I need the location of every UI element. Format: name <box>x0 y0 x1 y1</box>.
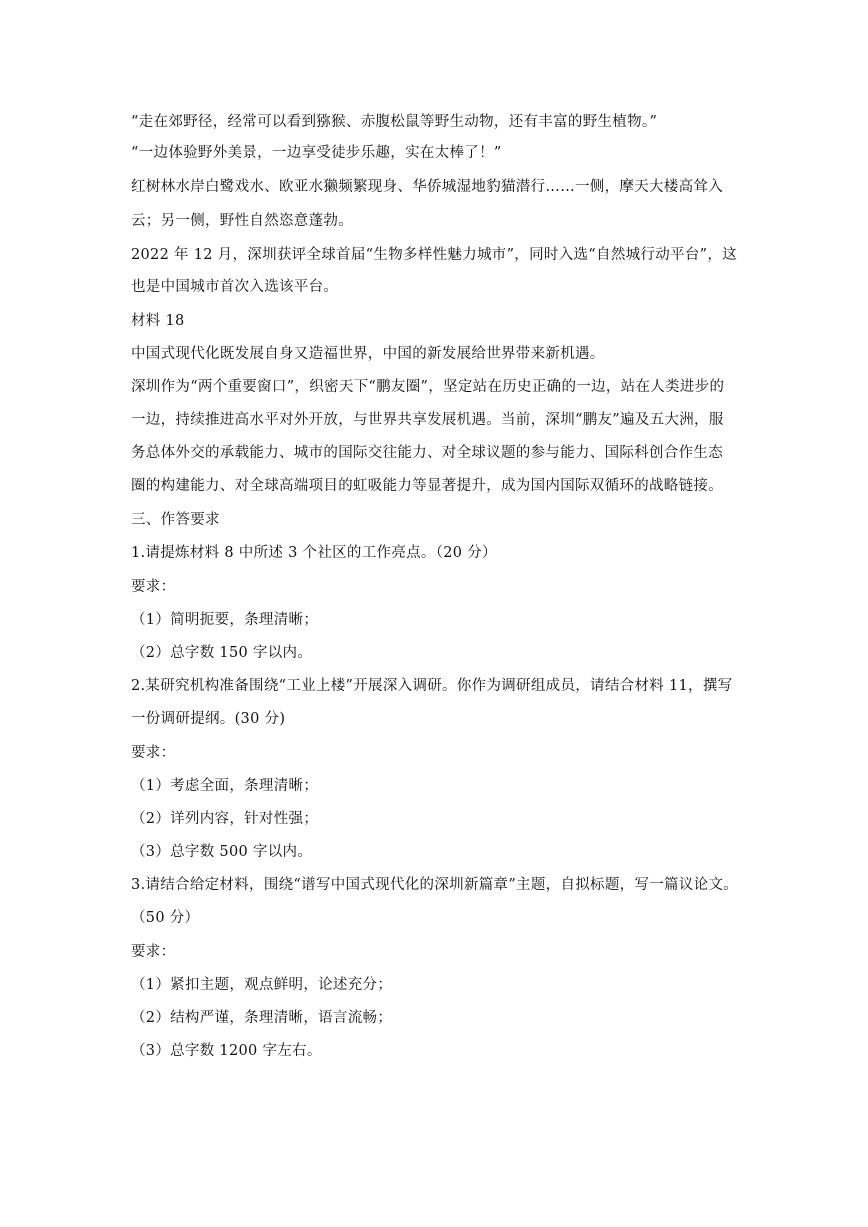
requirement-item: （1）简明扼要，条理清晰； <box>131 612 319 628</box>
question-3: 3.请结合给定材料，围绕“谱写中国式现代化的深圳新篇章”主题，自拟标题，写一篇议论文。 <box>131 877 739 893</box>
requirement-item: （2）总字数 150 字以内。 <box>131 645 313 661</box>
paragraph-line: 一边，持续推进高水平对外开放，与世界共享发展机遇。当前，深圳“鹏友”遍及五大洲，服 <box>131 412 724 428</box>
requirement-label: 要求： <box>131 745 176 761</box>
requirement-item: （1）紧扣主题，观点鲜明，论述充分； <box>131 977 393 993</box>
quote-line-2: “一边体验野外美景，一边享受徒步乐趣，实在太棒了！” <box>131 145 502 161</box>
requirement-label: 要求： <box>131 944 176 960</box>
requirement-label: 要求： <box>131 579 176 595</box>
requirement-item: （3）总字数 500 字以内。 <box>131 844 313 860</box>
paragraph-line: 云；另一侧，野性自然恣意蓬勃。 <box>131 213 353 229</box>
requirement-item: （2）详列内容，针对性强； <box>131 811 319 827</box>
section-heading: 三、作答要求 <box>131 512 220 528</box>
paragraph-line: 务总体外交的承载能力、城市的国际交往能力、对全球议题的参与能力、国际科创合作生态 <box>131 445 723 461</box>
quote-line-1: “走在郊野径，经常可以看到猕猴、赤腹松鼠等野生动物，还有丰富的野生植物。” <box>131 114 658 130</box>
material-heading: 材料 18 <box>131 313 185 329</box>
question-3-cont: （50 分） <box>131 910 200 926</box>
question-2-cont: 一份调研提纲。(30 分) <box>131 711 286 727</box>
paragraph-line: 也是中国城市首次入选该平台。 <box>131 279 339 295</box>
paragraph-line: 圈的构建能力、对全球高端项目的虹吸能力等显著提升，成为国内国际双循环的战略链接。 <box>131 478 723 494</box>
paragraph-line: 中国式现代化既发展自身又造福世界，中国的新发展给世界带来新机遇。 <box>131 346 605 362</box>
requirement-item: （3）总字数 1200 字左右。 <box>131 1043 322 1059</box>
requirement-item: （2）结构严谨，条理清晰，语言流畅； <box>131 1010 393 1026</box>
question-2: 2.某研究机构准备围绕“工业上楼”开展深入调研。你作为调研组成员，请结合材料 11，撰写 <box>131 678 733 694</box>
question-1: 1.请提炼材料 8 中所述 3 个社区的工作亮点。（20 分） <box>131 545 497 561</box>
paragraph-line: 深圳作为“两个重要窗口”，织密天下“鹏友圈”，坚定站在历史正确的一边，站在人类进步的 <box>131 379 725 395</box>
paragraph-line: 红树林水岸白鹭戏水、欧亚水獭频繁现身、华侨城湿地豹猫潜行……一侧，摩天大楼高耸入 <box>131 179 723 195</box>
requirement-item: （1）考虑全面，条理清晰； <box>131 778 319 794</box>
paragraph-line: 2022 年 12 月，深圳获评全球首届“生物多样性魅力城市”，同时入选“自然城行动平台”，这 <box>131 247 737 263</box>
